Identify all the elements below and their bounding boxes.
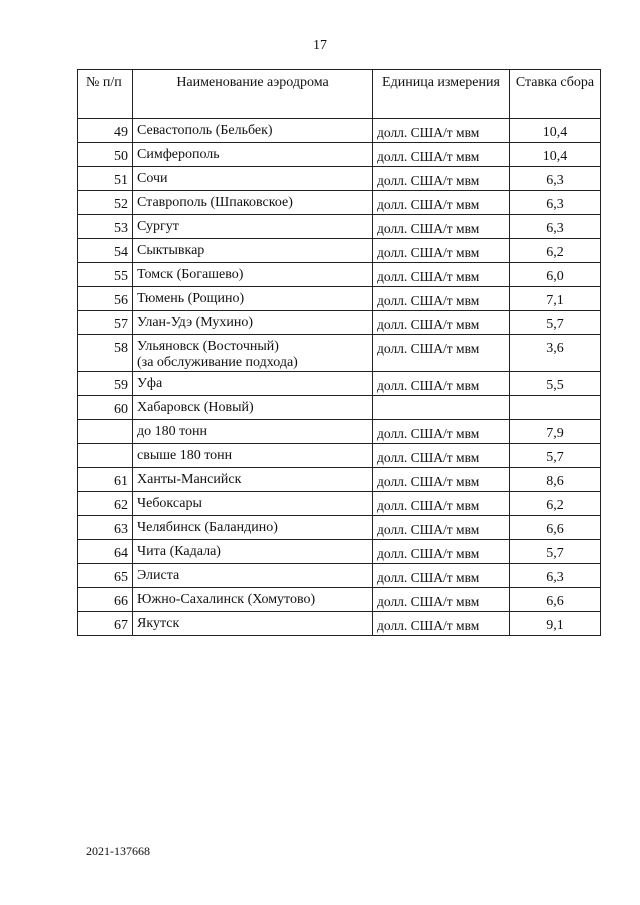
table-row <box>78 564 601 588</box>
header-unit: Единица измерения <box>373 70 510 119</box>
table-row <box>78 492 601 516</box>
fee-rate: 9,1 <box>510 612 601 636</box>
unit-of-measure: долл. США/т мвм <box>373 468 510 492</box>
aerodrome-name <box>133 468 373 492</box>
aerodrome-name-line: Томск (Богашево) <box>137 267 244 282</box>
row-number: 60 <box>78 396 133 420</box>
fee-rate: 5,5 <box>510 372 601 396</box>
fee-rate: 6,6 <box>510 516 601 540</box>
unit-of-measure: долл. США/т мвм <box>373 492 510 516</box>
fee-rate: 6,3 <box>510 191 601 215</box>
fee-rate: 10,4 <box>510 143 601 167</box>
row-number: 58 <box>78 335 133 372</box>
unit-of-measure: долл. США/т мвм <box>373 420 510 444</box>
row-number: 64 <box>78 540 133 564</box>
unit-of-measure: долл. США/т мвм <box>373 143 510 167</box>
unit-of-measure: долл. США/т мвм <box>373 311 510 335</box>
document-id: 2021-137668 <box>86 844 150 858</box>
aerodrome-name-line: Чебоксары <box>137 496 202 511</box>
unit-of-measure: долл. США/т мвм <box>373 335 510 372</box>
aerodrome-name-line: Хабаровск (Новый) <box>137 400 254 415</box>
aerodrome-name-line: Тюмень (Рощино) <box>137 291 245 306</box>
fee-rate: 6,3 <box>510 215 601 239</box>
aerodrome-name-line: Севастополь (Бельбек) <box>137 123 273 138</box>
aerodrome-name <box>133 167 373 191</box>
aerodrome-name <box>133 420 373 444</box>
unit-of-measure: долл. США/т мвм <box>373 444 510 468</box>
table-row <box>78 372 601 396</box>
aerodrome-name-line: Сургут <box>137 219 179 234</box>
header-number: № п/п <box>78 70 133 119</box>
row-number: 50 <box>78 143 133 167</box>
aerodrome-name-line: до 180 тонн <box>137 424 208 439</box>
aerodrome-fees-table <box>77 69 601 636</box>
unit-of-measure: долл. США/т мвм <box>373 287 510 311</box>
row-number: 59 <box>78 372 133 396</box>
aerodrome-name-line: Элиста <box>137 568 180 583</box>
unit-of-measure <box>373 396 510 420</box>
fee-rate: 6,2 <box>510 492 601 516</box>
aerodrome-name <box>133 372 373 396</box>
unit-of-measure: долл. США/т мвм <box>373 239 510 263</box>
aerodrome-name-line: Ставрополь (Шпаковское) <box>137 195 293 210</box>
table-row <box>78 420 601 444</box>
table-row <box>78 239 601 263</box>
header-rate: Ставка сбора <box>510 70 601 119</box>
aerodrome-name <box>133 492 373 516</box>
table-row <box>78 119 601 143</box>
aerodrome-name-line: Улан-Удэ (Мухино) <box>137 315 254 330</box>
aerodrome-name <box>133 588 373 612</box>
unit-of-measure: долл. США/т мвм <box>373 263 510 287</box>
table-row <box>78 263 601 287</box>
aerodrome-name-line: свыше 180 тонн <box>137 448 233 463</box>
aerodrome-name <box>133 516 373 540</box>
table-row <box>78 335 601 372</box>
row-number: 56 <box>78 287 133 311</box>
row-number: 57 <box>78 311 133 335</box>
aerodrome-name <box>133 444 373 468</box>
fee-rate <box>510 396 601 420</box>
aerodrome-name <box>133 287 373 311</box>
row-number <box>78 444 133 468</box>
aerodrome-name-line: Симферополь <box>137 147 220 162</box>
aerodrome-name-line: Ханты-Мансийск <box>137 472 242 487</box>
aerodrome-name-line: Сочи <box>137 171 168 186</box>
table-row <box>78 540 601 564</box>
unit-of-measure: долл. США/т мвм <box>373 516 510 540</box>
table-row <box>78 191 601 215</box>
page-number: 17 <box>313 38 327 53</box>
aerodrome-name-line: Челябинск (Баландино) <box>137 520 278 535</box>
aerodrome-name <box>133 564 373 588</box>
unit-of-measure: долл. США/т мвм <box>373 540 510 564</box>
row-number: 65 <box>78 564 133 588</box>
aerodrome-name-line: Уфа <box>137 376 163 391</box>
unit-of-measure: долл. США/т мвм <box>373 372 510 396</box>
fee-rate: 5,7 <box>510 444 601 468</box>
row-number: 62 <box>78 492 133 516</box>
row-number: 51 <box>78 167 133 191</box>
aerodrome-name <box>133 335 373 372</box>
aerodrome-name-line: Ульяновск (Восточный) <box>137 339 279 354</box>
aerodrome-name <box>133 540 373 564</box>
table-row <box>78 444 601 468</box>
aerodrome-name <box>133 239 373 263</box>
fee-rate: 7,1 <box>510 287 601 311</box>
table-row <box>78 167 601 191</box>
aerodrome-name-line: Чита (Кадала) <box>137 544 221 559</box>
fee-rate: 6,0 <box>510 263 601 287</box>
aerodrome-name <box>133 119 373 143</box>
unit-of-measure: долл. США/т мвм <box>373 167 510 191</box>
unit-of-measure: долл. США/т мвм <box>373 215 510 239</box>
aerodrome-name-line: Южно-Сахалинск (Хомутово) <box>137 592 316 607</box>
fee-rate: 6,2 <box>510 239 601 263</box>
aerodrome-name <box>133 263 373 287</box>
table-row <box>78 612 601 636</box>
row-number: 63 <box>78 516 133 540</box>
row-number: 53 <box>78 215 133 239</box>
row-number: 66 <box>78 588 133 612</box>
table-row <box>78 588 601 612</box>
table-row <box>78 396 601 420</box>
table-header-row <box>78 70 601 119</box>
aerodrome-name <box>133 612 373 636</box>
fee-rate: 6,3 <box>510 167 601 191</box>
row-number: 49 <box>78 119 133 143</box>
aerodrome-name <box>133 215 373 239</box>
unit-of-measure: долл. США/т мвм <box>373 191 510 215</box>
fee-rate: 5,7 <box>510 540 601 564</box>
fee-rate: 7,9 <box>510 420 601 444</box>
unit-of-measure: долл. США/т мвм <box>373 119 510 143</box>
fee-rate: 8,6 <box>510 468 601 492</box>
fee-rate: 5,7 <box>510 311 601 335</box>
table-row <box>78 516 601 540</box>
header-aerodrome-name: Наименование аэродрома <box>133 70 373 119</box>
fee-rate: 10,4 <box>510 119 601 143</box>
fee-rate: 6,6 <box>510 588 601 612</box>
table-row <box>78 143 601 167</box>
table-row <box>78 287 601 311</box>
aerodrome-name-note: (за обслуживание подхода) <box>137 355 298 370</box>
fee-rate: 6,3 <box>510 564 601 588</box>
table-row <box>78 215 601 239</box>
aerodrome-name-line: Якутск <box>137 616 180 631</box>
aerodrome-name <box>133 396 373 420</box>
unit-of-measure: долл. США/т мвм <box>373 588 510 612</box>
table-row <box>78 468 601 492</box>
fee-rate: 3,6 <box>510 335 601 372</box>
row-number: 54 <box>78 239 133 263</box>
unit-of-measure: долл. США/т мвм <box>373 564 510 588</box>
aerodrome-name <box>133 143 373 167</box>
unit-of-measure: долл. США/т мвм <box>373 612 510 636</box>
aerodrome-name-line: Сыктывкар <box>137 243 205 258</box>
aerodrome-name <box>133 311 373 335</box>
aerodrome-name <box>133 191 373 215</box>
row-number: 52 <box>78 191 133 215</box>
table-row <box>78 311 601 335</box>
row-number: 67 <box>78 612 133 636</box>
row-number <box>78 420 133 444</box>
row-number: 55 <box>78 263 133 287</box>
row-number: 61 <box>78 468 133 492</box>
